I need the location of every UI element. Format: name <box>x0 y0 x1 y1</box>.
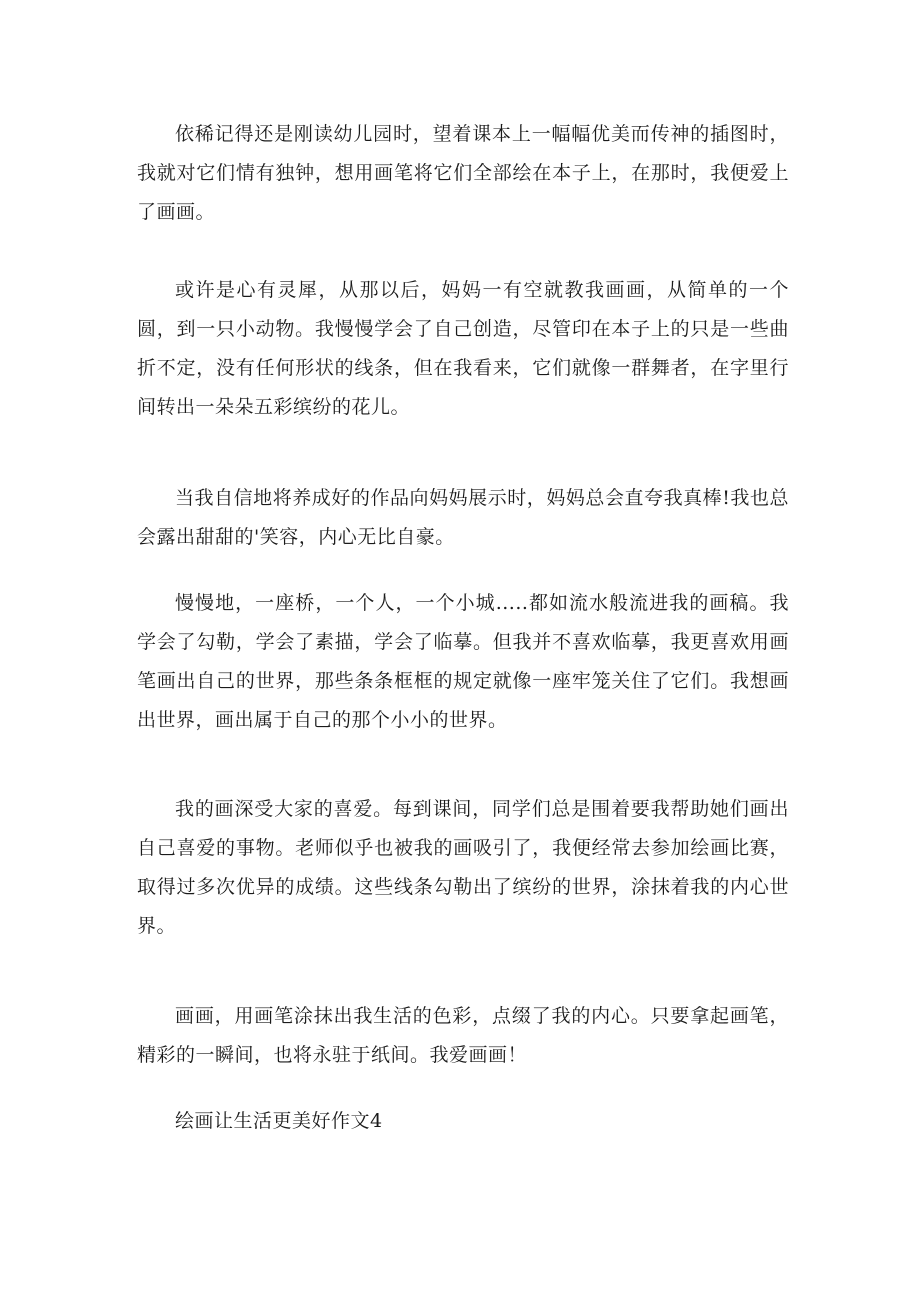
paragraph-4: 慢慢地，一座桥，一个人，一个小城.....都如流水般流进我的画稿。我学会了勾勒，学会了素描，学会了临摹。但我并不喜欢临摹，我更喜欢用画笔画出自己的世界，那些条条框框的规定就像一座牢笼关住了它们。我想画出世界，画出属于自己的那个小小的世界。 <box>137 592 789 731</box>
paragraph-2: 或许是心有灵犀，从那以后，妈妈一有空就教我画画，从简单的一个圆，到一只小动物。我慢慢学会了自己创造，尽管印在本子上的只是一些曲折不定，没有任何形状的线条，但在我看来，它们就像一群舞者，在字里行间转出一朵朵五彩缤纷的花儿。 <box>137 279 789 418</box>
paragraph-6: 画画，用画笔涂抹出我生活的色彩，点缀了我的内心。只要拿起画笔，精彩的一瞬间，也将永驻于纸间。我爱画画！ <box>137 1005 789 1066</box>
section-heading: 绘画让生活更美好作文4 <box>175 1110 383 1132</box>
paragraph-5: 我的画深受大家的喜爱。每到课间，同学们总是围着要我帮助她们画出自己喜爱的事物。老师似乎也被我的画吸引了，我便经常去参加绘画比赛，取得过多次优异的成绩。这些线条勾勒出了缤纷的世界，涂抹着我的内心世界。 <box>137 798 789 937</box>
paragraph-1: 依稀记得还是刚读幼儿园时，望着课本上一幅幅优美而传神的插图时，我就对它们情有独钟，想用画笔将它们全部绘在本子上，在那时，我便爱上了画画。 <box>137 123 789 223</box>
paragraph-3: 当我自信地将养成好的作品向妈妈展示时，妈妈总会直夸我真棒!我也总会露出甜甜的'笑容，内心无比自豪。 <box>137 487 789 548</box>
